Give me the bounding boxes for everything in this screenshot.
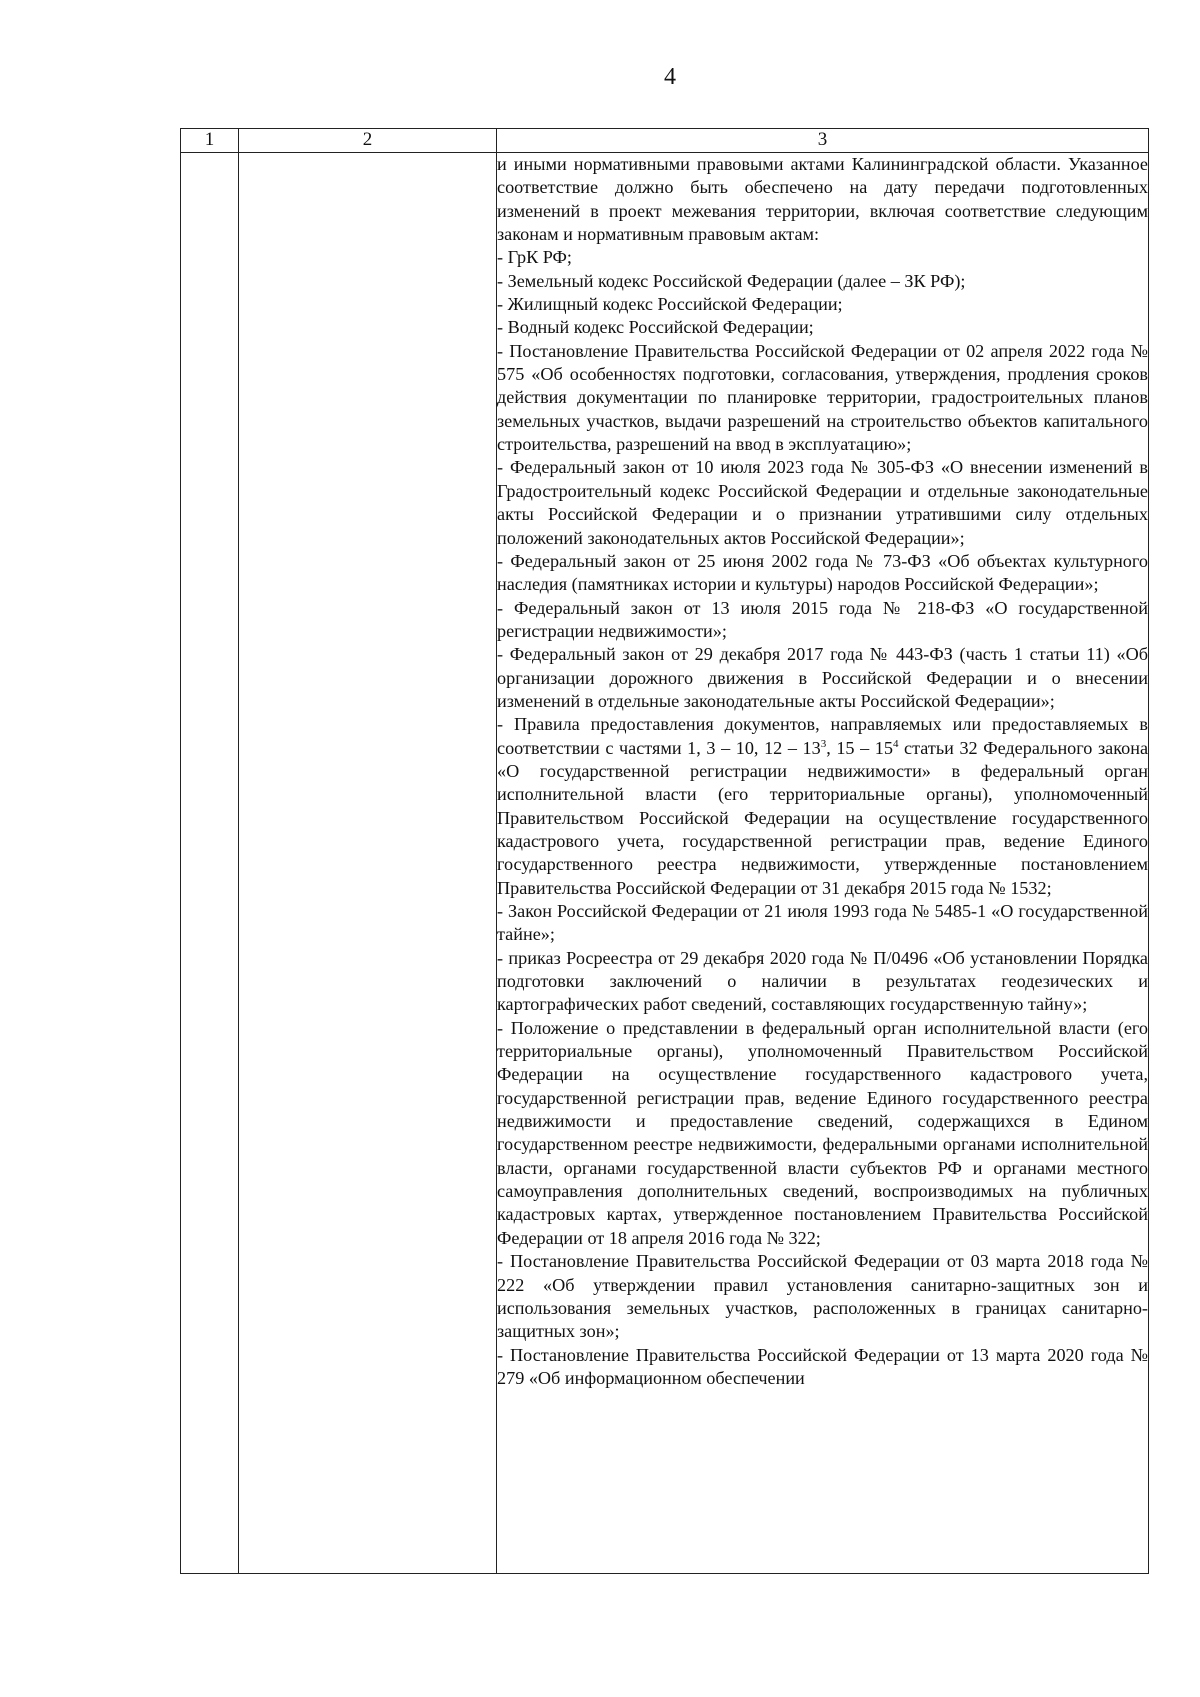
rules-text-part: статьи 32 Федерального закона «О государственной регистрации недвижимости» в федеральный орган исполнительной власти (его территориальные органы), уполномоченный Правительством Российской Федерации на осуществление государственного кадастрового учета, государственной регистрации прав, ведение Единого государственного реестра недвижимости, утвержденные постановлением Правительства Российской Федерации от 31 декабря 2015 года № 1532; <box>497 737 1149 898</box>
column-2-cell <box>239 153 497 1574</box>
table-body-row <box>181 153 1149 1574</box>
column-header-1: 1 <box>181 129 239 153</box>
list-item: - Федеральный закон от 10 июля 2023 года № 305-ФЗ «О внесении изменений в Градостроительный кодекс Российской Федерации и отдельные законодательные акты Российской Федерации и о признании утратившими силу отдельных положений законодательных актов Российской Федерации»; <box>497 457 1148 548</box>
column-header-2: 2 <box>239 129 497 153</box>
list-item: - Водный кодекс Российской Федерации; <box>497 317 814 338</box>
list-item: - Федеральный закон от 13 июля 2015 года № 218-ФЗ «О государственной регистрации недвижимости»; <box>497 597 1148 641</box>
list-item: - Федеральный закон от 25 июня 2002 года № 73-ФЗ «Об объектах культурного наследия (памятниках истории и культуры) народов Российской Федерации»; <box>497 550 1148 595</box>
list-item: - Закон Российской Федерации от 21 июля 1993 года № 5485-1 «О государственной тайне»; <box>497 901 1148 945</box>
table-header-row <box>181 129 1149 153</box>
rules-text-part: - Правила предоставления документов, направляемых или предоставляемых в соответствии с частями 1, 3 – 10, 12 – 13 <box>497 714 1148 758</box>
list-item: - приказ Росреестра от 29 декабря 2020 года № П/0496 «Об установлении Порядка подготовки заключений о наличии в результатах геодезических и картографических работ сведений, составляющих государственную тайну»; <box>497 947 1148 1015</box>
list-item: - Земельный кодекс Российской Федерации (далее – ЗК РФ); <box>497 270 966 291</box>
document-table <box>180 128 1149 1574</box>
column-header-3: 3 <box>497 129 1149 153</box>
content-paragraph: и иными нормативными правовыми актами Калининградской области. Указанное соответствие должно быть обеспечено на дату передачи подготовленных изменений в проект межевания территории, включая соответствие следующим законам и нормативным правовым актам: <box>497 154 1148 245</box>
rules-text-part: , 15 – 15 <box>826 737 893 758</box>
page-number: 4 <box>664 64 676 90</box>
superscript: 4 <box>892 737 899 750</box>
superscript: 3 <box>820 737 827 750</box>
column-3-cell <box>497 153 1149 1574</box>
list-item: - Постановление Правительства Российской Федерации от 13 марта 2020 года № 279 «Об информационном обеспечении <box>497 1344 1148 1388</box>
column-1-cell <box>181 153 239 1574</box>
list-item: - ГрК РФ; <box>497 247 572 268</box>
list-item: - Постановление Правительства Российской Федерации от 03 марта 2018 года № 222 «Об утверждении правил установления санитарно-защитных зон и использования земельных участков, расположенных в границах санитарно-защитных зон»; <box>497 1251 1148 1342</box>
list-item: - Постановление Правительства Российской Федерации от 02 апреля 2022 года № 575 «Об особенностях подготовки, согласования, утверждения, продления сроков действия документации по планировке территории, градостроительных планов земельных участков, выдачи разрешений на строительство объектов капитального строительства, разрешений на ввод в эксплуатацию»; <box>497 340 1148 455</box>
list-item: - Жилищный кодекс Российской Федерации; <box>497 294 843 315</box>
list-item-rules <box>497 713 1148 900</box>
list-item: - Федеральный закон от 29 декабря 2017 года № 443-ФЗ (часть 1 статьи 11) «Об организации дорожного движения в Российской Федерации и о внесении изменений в отдельные законодательные акты Российской Федерации»; <box>497 644 1148 711</box>
list-item: - Положение о представлении в федеральный орган исполнительной власти (его территориальные органы), уполномоченный Правительством Российской Федерации на осуществление государственного кадастрового учета, государственной регистрации прав, ведение Единого государственного реестра недвижимости и предоставление сведений, содержащихся в Едином государственном реестре недвижимости, федеральными органами исполнительной власти, органами государственной власти субъектов РФ и органами местного самоуправления дополнительных сведений, воспроизводимых на публичных кадастровых картах, утвержденное постановлением Правительства Российской Федерации от 18 апреля 2016 года № 322; <box>497 1017 1148 1248</box>
